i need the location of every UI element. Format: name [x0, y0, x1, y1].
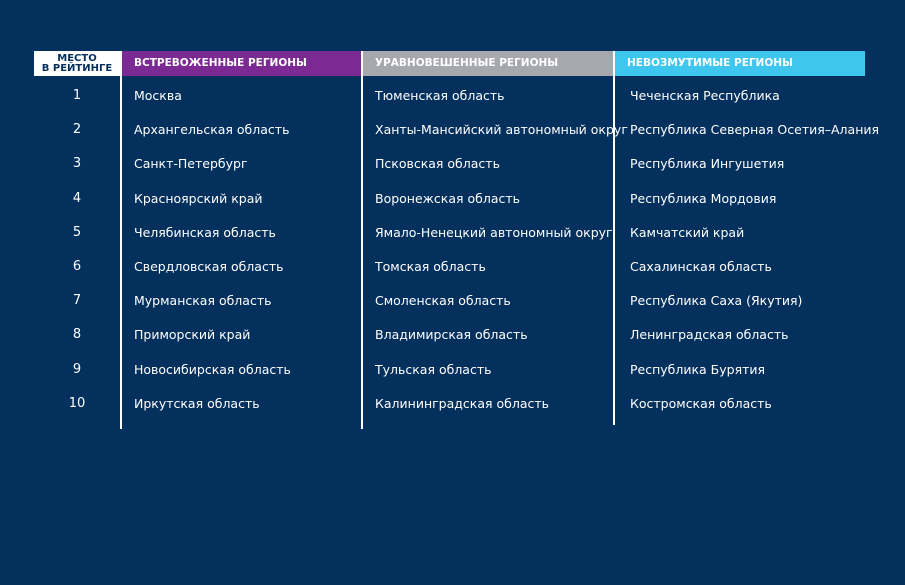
balanced-region-cell: Тульская область: [375, 361, 492, 377]
anxious-region-cell: Москва: [134, 88, 182, 103]
calm-region-cell: Республика Ингушетия: [630, 156, 785, 172]
rank-header-line2: В РЕЙТИНГЕ: [41, 62, 113, 74]
anxious-region-cell: Красноярский край: [134, 190, 263, 206]
anxious-region-cell: Свердловская область: [134, 258, 284, 274]
balanced-region-cell: Воронежская область: [375, 190, 521, 206]
calm-region-cell: Костромская область: [630, 395, 772, 411]
anxious-region-cell: Мурманская область: [134, 293, 272, 309]
table-row: [0, 284, 905, 318]
balanced-region-cell: Владимирская область: [375, 327, 528, 343]
calm-regions-header: НЕВОЗМУТИМЫЕ РЕГИОНЫ: [614, 51, 865, 76]
anxious-region-cell: Челябинская область: [134, 224, 276, 240]
table-row: [0, 216, 905, 250]
rank-cell: 4: [72, 190, 82, 206]
anxious-region-cell: Иркутская область: [134, 395, 260, 411]
calm-region-cell: Республика Мордовия: [630, 190, 777, 206]
calm-region-cell: Республика Бурятия: [630, 361, 766, 377]
rank-cell: 2: [72, 122, 82, 138]
table-row: [0, 182, 905, 216]
rank-cell: 3: [72, 156, 82, 172]
anxious-region-cell: Приморский край: [134, 327, 251, 343]
table-row: [0, 387, 905, 421]
calm-region-cell: Республика Северная Осетия–Алания: [630, 122, 880, 138]
rank-cell: 5: [72, 224, 82, 240]
calm-region-cell: Камчатский край: [630, 224, 745, 240]
table-row: [0, 147, 905, 181]
anxious-region-cell: Новосибирская область: [134, 361, 291, 377]
rank-cell: 6: [72, 258, 82, 274]
anxious-region-cell: Санкт-Петербург: [134, 156, 248, 172]
balanced-region-cell: Смоленская область: [375, 293, 511, 309]
calm-region-cell: Чеченская Республика: [630, 88, 780, 103]
balanced-region-cell: Тюменская область: [375, 88, 505, 103]
table-row: [0, 353, 905, 387]
anxious-region-cell: Архангельская область: [134, 122, 290, 138]
calm-region-cell: Ленинградская область: [630, 327, 789, 343]
rank-cell: 9: [72, 361, 82, 377]
rank-cell: 8: [72, 327, 82, 343]
balanced-region-cell: Калининградская область: [375, 395, 550, 411]
calm-region-cell: Сахалинская область: [630, 258, 772, 274]
rank-column-header: [34, 51, 120, 76]
balanced-region-cell: Томская область: [375, 258, 486, 274]
ranking-table: [0, 79, 905, 421]
rank-cell: 10: [68, 395, 86, 411]
balanced-regions-header: УРАВНОВЕШЕННЫЕ РЕГИОНЫ: [362, 51, 614, 76]
table-row: [0, 318, 905, 352]
table-row: [0, 79, 905, 113]
calm-region-cell: Республика Саха (Якутия): [630, 293, 803, 309]
balanced-region-cell: Ямало-Ненецкий автономный округ: [375, 224, 613, 240]
rank-cell: 7: [72, 293, 82, 309]
balanced-region-cell: Ханты-Мансийский автономный округ: [375, 122, 628, 138]
table-row: [0, 113, 905, 147]
balanced-region-cell: Псковская область: [375, 156, 500, 172]
table-row: [0, 250, 905, 284]
rank-header-line1: МЕСТО: [57, 52, 97, 64]
rank-cell: 1: [72, 88, 82, 103]
anxious-regions-header: ВСТРЕВОЖЕННЫЕ РЕГИОНЫ: [121, 51, 362, 76]
